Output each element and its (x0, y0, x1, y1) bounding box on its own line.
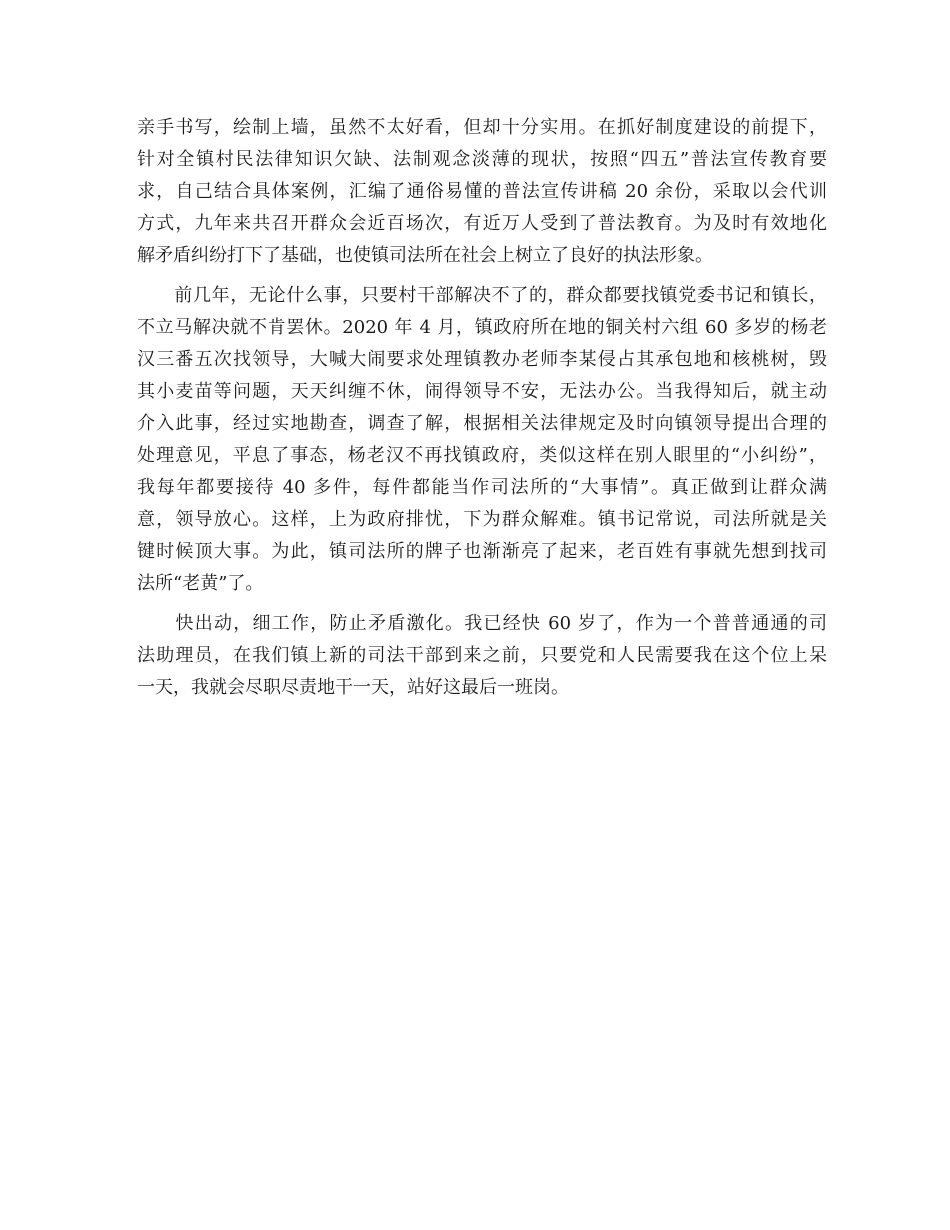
text-line: 键时候顶大事。为此，镇司法所的牌子也渐渐亮了起来，老百姓有事就先想到找司 (137, 541, 827, 562)
paragraph-3 (137, 608, 827, 704)
text-line: 其小麦苗等问题，天天纠缠不休，闹得领导不安，无法办公。当我得知后，就主动 (137, 381, 827, 402)
text-line: 处理意见，平息了事态，杨老汉不再找镇政府，类似这样在别人眼里的“小纠纷”， (137, 445, 827, 466)
paragraph-2 (137, 280, 827, 600)
paragraph-1 (137, 112, 827, 272)
document-body (137, 112, 827, 704)
text-line: 求，自己结合具体案例，汇编了通俗易懂的普法宣传讲稿 20 余份，采取以会代训 (137, 181, 827, 202)
text-line: 针对全镇村民法律知识欠缺、法制观念淡薄的现状，按照“四五”普法宣传教育要 (137, 149, 827, 170)
text-line: 不立马解决就不肯罢休。2020 年 4 月，镇政府所在地的铜关村六组 60 多岁的杨老 (137, 317, 827, 338)
text-line: 法助理员，在我们镇上新的司法干部到来之前，只要党和人民需要我在这个位上呆 (137, 645, 827, 666)
text-line: 法所“老黄”了。 (137, 573, 264, 594)
text-line: 介入此事，经过实地勘查，调查了解，根据相关法律规定及时向镇领导提出合理的 (137, 413, 827, 434)
text-line: 一天，我就会尽职尽责地干一天，站好这最后一班岗。 (137, 677, 569, 698)
text-line: 意，领导放心。这样，上为政府排忧，下为群众解难。镇书记常说，司法所就是关 (137, 509, 827, 530)
text-line: 快出动，细工作，防止矛盾激化。我已经快 60 岁了，作为一个普普通通的司 (137, 613, 827, 634)
text-line: 前几年，无论什么事，只要村干部解决不了的，群众都要找镇党委书记和镇长， (137, 285, 827, 306)
text-line: 解矛盾纠纷打下了基础，也使镇司法所在社会上树立了良好的执法形象。 (137, 245, 713, 266)
text-line: 方式，九年来共召开群众会近百场次，有近万人受到了普法教育。为及时有效地化 (137, 213, 827, 234)
text-line: 亲手书写，绘制上墙，虽然不太好看，但却十分实用。在抓好制度建设的前提下， (137, 117, 827, 138)
text-line: 汉三番五次找领导，大喊大闹要求处理镇教办老师李某侵占其承包地和核桃树，毁 (137, 349, 827, 370)
text-line: 我每年都要接待 40 多件，每件都能当作司法所的“大事情”。真正做到让群众满 (137, 477, 827, 498)
